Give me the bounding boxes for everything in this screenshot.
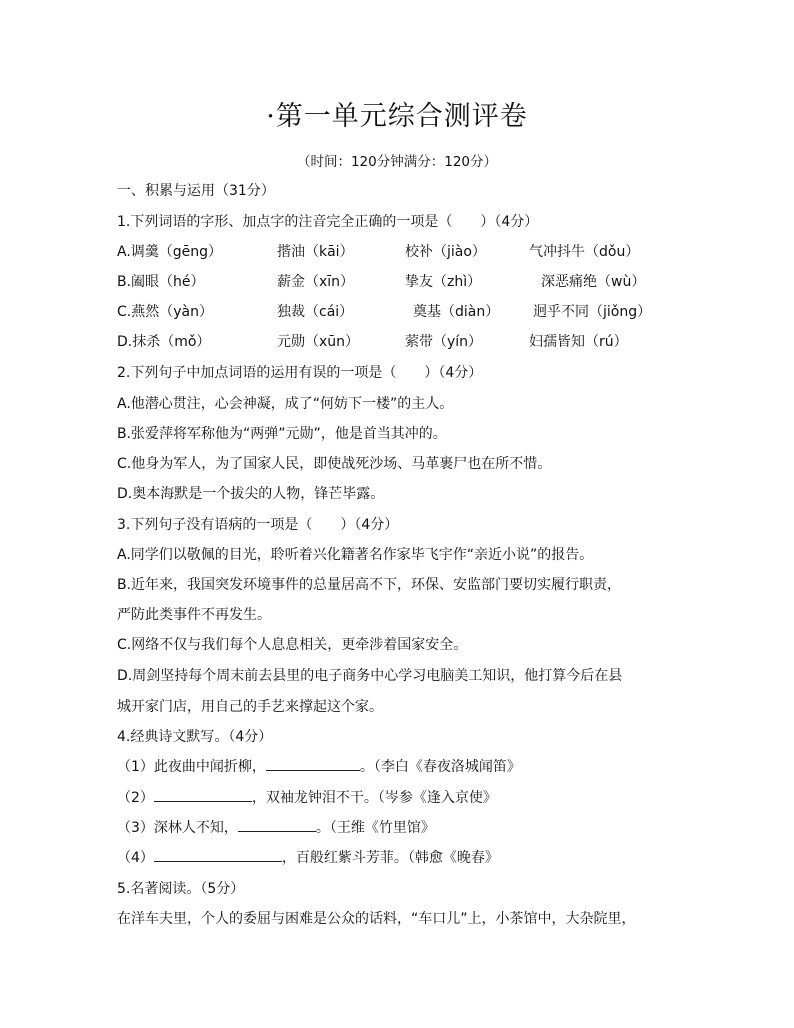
question-2-option-c: C.他身为军人，为了国家人民，即使战死沙场、马革裹尸也在所不惜。 bbox=[117, 456, 552, 472]
question-3-option-c: C.网络不仅与我们每个人息息相关，更牵涉着国家安全。 bbox=[117, 637, 468, 653]
option-word: 元勋（xūn） bbox=[277, 334, 360, 350]
page-subtitle: （时间：120分钟满分：120分） bbox=[296, 154, 498, 170]
question-3-stem: 3.下列句子没有语病的一项是（ ）（4分） bbox=[117, 517, 399, 533]
question-4-stem: 4.经典诗文默写。（4分） bbox=[117, 729, 273, 745]
option-word: C.燕然（yàn） bbox=[117, 304, 213, 320]
question-3-option-d: D.周剑坚持每个周末前去县里的电子商务中心学习电脑美工知识，他打算今后在县 bbox=[117, 668, 623, 684]
item-prefix: （3）深林人不知， bbox=[117, 820, 238, 836]
question-1-option-a bbox=[117, 241, 677, 261]
option-word: 独裁（cái） bbox=[277, 304, 354, 320]
fill-blank-item bbox=[117, 787, 497, 807]
fill-blank-item bbox=[117, 847, 499, 867]
page-title: ·第一单元综合测评卷 bbox=[266, 101, 528, 132]
question-1-option-c bbox=[117, 301, 677, 321]
item-prefix: （2） bbox=[117, 790, 154, 806]
item-prefix: （4） bbox=[117, 850, 154, 866]
question-1-option-b bbox=[117, 271, 677, 291]
item-suffix: 。（李白《春夜洛城闻笛》 bbox=[359, 759, 521, 775]
option-word: 挚友（zhì） bbox=[405, 274, 482, 290]
option-word: 迥乎不同（jiǒng） bbox=[533, 304, 652, 320]
question-3-option-d-cont: 城开家门店，用自己的手艺来撑起这个家。 bbox=[117, 699, 383, 715]
item-prefix: （1）此夜曲中闻折柳， bbox=[117, 759, 266, 775]
question-3-option-b-cont: 严防此类事件不再发生。 bbox=[117, 607, 271, 623]
answer-blank[interactable] bbox=[154, 847, 282, 862]
question-5-stem: 5.名著阅读。（5分） bbox=[117, 881, 245, 897]
section-heading: 一、积累与运用（31分） bbox=[117, 183, 275, 199]
question-2-option-a: A.他潜心贯注，心会神凝，成了“何妨下一楼”的主人。 bbox=[117, 396, 454, 412]
question-3-option-b: B.近年来，我国突发环境事件的总量居高不下，环保、安监部门要切实履行职责， bbox=[117, 577, 622, 593]
question-5-passage: 在洋车夫里，个人的委屈与困难是公众的话料，“车口儿”上，小茶馆中，大杂院里， bbox=[117, 911, 636, 927]
option-word: D.抹杀（mǒ） bbox=[117, 334, 211, 350]
option-word: 妇孺皆知（rú） bbox=[529, 334, 628, 350]
answer-blank[interactable] bbox=[154, 787, 252, 802]
option-word: 气冲抖牛（dǒu） bbox=[529, 244, 640, 260]
answer-blank[interactable] bbox=[266, 756, 360, 771]
option-word: 奠基（diàn） bbox=[413, 304, 500, 320]
option-word: B.阖眼（hé） bbox=[117, 274, 205, 290]
question-2-option-d: D.奥本海默是一个拔尖的人物，锋芒毕露。 bbox=[117, 486, 385, 502]
option-word: 深恶痛绝（wù） bbox=[541, 274, 646, 290]
answer-blank[interactable] bbox=[238, 817, 316, 832]
question-3-option-a: A.同学们以敬佩的目光，聆听着兴化籍著名作家毕飞宇作“亲近小说”的报告。 bbox=[117, 547, 594, 563]
option-word: 揩油（kāi） bbox=[277, 244, 354, 260]
question-1-stem: 1.下列词语的字形、加点字的注音完全正确的一项是（ ）（4分） bbox=[117, 214, 539, 230]
item-suffix: 。（王维《竹里馆》 bbox=[315, 820, 435, 836]
fill-blank-item bbox=[117, 817, 435, 837]
option-word: 薪金（xīn） bbox=[277, 274, 355, 290]
item-suffix: ，双袖龙钟泪不干。（岑参《逢入京使》 bbox=[251, 790, 497, 806]
question-2-stem: 2.下列句子中加点词语的运用有误的一项是（ ）（4分） bbox=[117, 365, 483, 381]
question-2-option-b: B.张爱萍将军称他为“两弹”元勋”，他是首当其冲的。 bbox=[117, 426, 447, 442]
fill-blank-item bbox=[117, 756, 521, 776]
item-suffix: ，百般红紫斗芳菲。（韩愈《晚春》 bbox=[281, 850, 499, 866]
question-1-option-d bbox=[117, 331, 677, 351]
option-word: A.调羹（gēng） bbox=[117, 244, 223, 260]
option-word: 萦带（yín） bbox=[405, 334, 483, 350]
option-word: 校补（jiào） bbox=[405, 244, 486, 260]
